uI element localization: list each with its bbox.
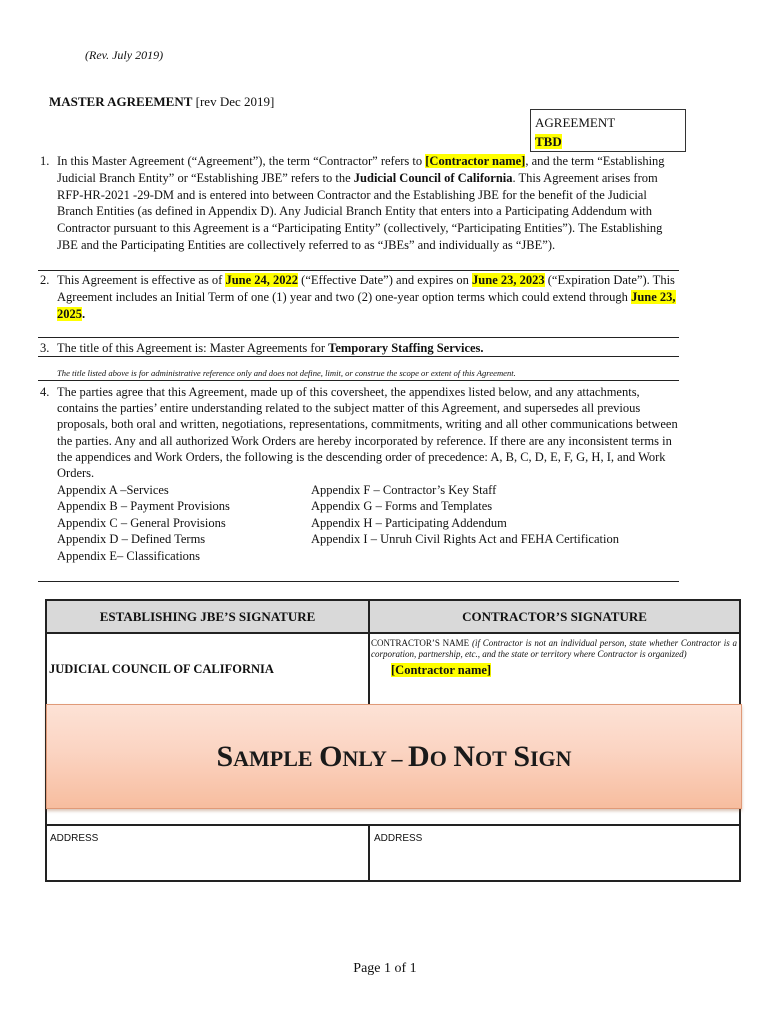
divider xyxy=(38,337,679,338)
page-title xyxy=(49,94,274,110)
appendix-item: Appendix D – Defined Terms xyxy=(57,532,206,547)
agreement-label: AGREEMENT xyxy=(535,115,616,130)
section-3: 3. The title of this Agreement is: Master Agreements for Temporary Staffing Services. xyxy=(40,341,484,355)
divider xyxy=(38,270,679,271)
appendix-item: Appendix A –Services xyxy=(57,483,169,497)
contractor-signature-heading: CONTRACTOR’S SIGNATURE xyxy=(462,608,647,624)
appendix-item: Appendix B – Payment Provisions xyxy=(57,499,230,514)
divider xyxy=(38,380,679,381)
contractor-name-cell xyxy=(370,634,739,704)
title-rev: [rev Dec 2019] xyxy=(195,94,275,109)
appendix-item: Appendix G – Forms and Templates xyxy=(311,499,493,514)
agreement-number-box xyxy=(530,109,686,152)
contractor-address-cell xyxy=(370,824,739,880)
extension-date: June 23, 2025 xyxy=(57,289,676,321)
appendix-list-right xyxy=(311,482,619,548)
contractor-name-note: (if Contractor is not an individual person, state whether Contractor is a corporation, partnership, etc., and the state or territory where Contractor is organized) xyxy=(371,638,738,660)
contractor-name-highlight: [Contractor name] xyxy=(425,154,526,168)
title-main: MASTER AGREEMENT xyxy=(49,94,193,109)
appendix-item: Appendix E– Classifications xyxy=(57,548,201,563)
title-note: The title listed above is for administrative reference only and does not define, limit, or construe the scope or extent of this Agreement. xyxy=(57,368,516,378)
sample-watermark-banner xyxy=(46,704,742,809)
appendix-list-left xyxy=(57,482,230,564)
contractor-name-value: [Contractor name] xyxy=(391,663,492,678)
header-right-cell xyxy=(370,601,739,634)
section-2: 2. This Agreement is effective as of June 24, 2022 (“Effective Date”) and expires on June 23, 2023 (“Expiration Date”). This Agreement includes an Initial Term of one (1) year and two (2) one-year option terms which could extend through June 23, 2025. xyxy=(40,273,676,321)
divider xyxy=(38,581,679,582)
divider xyxy=(38,356,679,357)
revision-note: (Rev. July 2019) xyxy=(85,48,164,62)
sample-only-text: SAMPLE ONLY – DO NOT SIGN xyxy=(216,739,572,773)
jbe-name-cell xyxy=(47,634,370,704)
page-number: Page 1 of 1 xyxy=(353,961,417,976)
jbe-name: JUDICIAL COUNCIL OF CALIFORNIA xyxy=(49,661,274,676)
contractor-name-label: CONTRACTOR’S NAME xyxy=(371,638,470,648)
header-left-cell xyxy=(47,601,370,634)
contractor-address-label: ADDRESS xyxy=(374,833,423,844)
section-1: 1. In this Master Agreement (“Agreement”), the term “Contractor” refers to [Contractor name], and the term “Establishing Judicial Branch Entity” or “Establishing JBE” refers to the Judicial Council of California. This Agreement arises from RFP-HR-2021 -29-DM and is entered into between Contractor and the Establishing JBE for the benefit of the Judicial Branch Entities (as defined in Appendix D). Any Judicial Branch Entity that enters into a Participating Addendum with Contractor pursuant to this Agreement is a “Participating Entity” (collectively, “Participating Entities”). The Establishing JBE and the Participating Entities are collectively referred to as “JBEs” and individually as “JBE”). xyxy=(40,154,665,252)
effective-date: June 24, 2022 xyxy=(225,273,299,287)
section-4: 4. The parties agree that this Agreement, made up of this coversheet, the appendixes listed below, and any attachments, contains the parties’ entire understanding related to the subject matter of this Agreement, and supersedes all previous proposals, both oral and written, negotiations, representations, commitments, writing and all other communications between the parties. Any and all authorized Work Orders are hereby incorporated by reference. If there are any inconsistent terms in the appendices and Work Orders, the following is the descending order of precedence: A, B, C, D, E, F, G, H, I, and Work Orders. xyxy=(40,385,678,481)
appendix-item: Appendix H – Participating Addendum xyxy=(311,515,507,530)
appendix-item: Appendix C – General Provisions xyxy=(57,515,226,530)
jbe-address-label: ADDRESS xyxy=(50,833,99,844)
expiration-date: June 23, 2023 xyxy=(472,273,545,287)
appendix-item: Appendix I – Unruh Civil Rights Act and FEHA Certification xyxy=(311,532,619,547)
appendix-item: Appendix F – Contractor’s Key Staff xyxy=(311,483,497,497)
jbe-address-cell xyxy=(47,824,370,880)
establishing-jbe-signature-heading: ESTABLISHING JBE’S SIGNATURE xyxy=(99,608,316,624)
agreement-value: TBD xyxy=(535,134,562,149)
